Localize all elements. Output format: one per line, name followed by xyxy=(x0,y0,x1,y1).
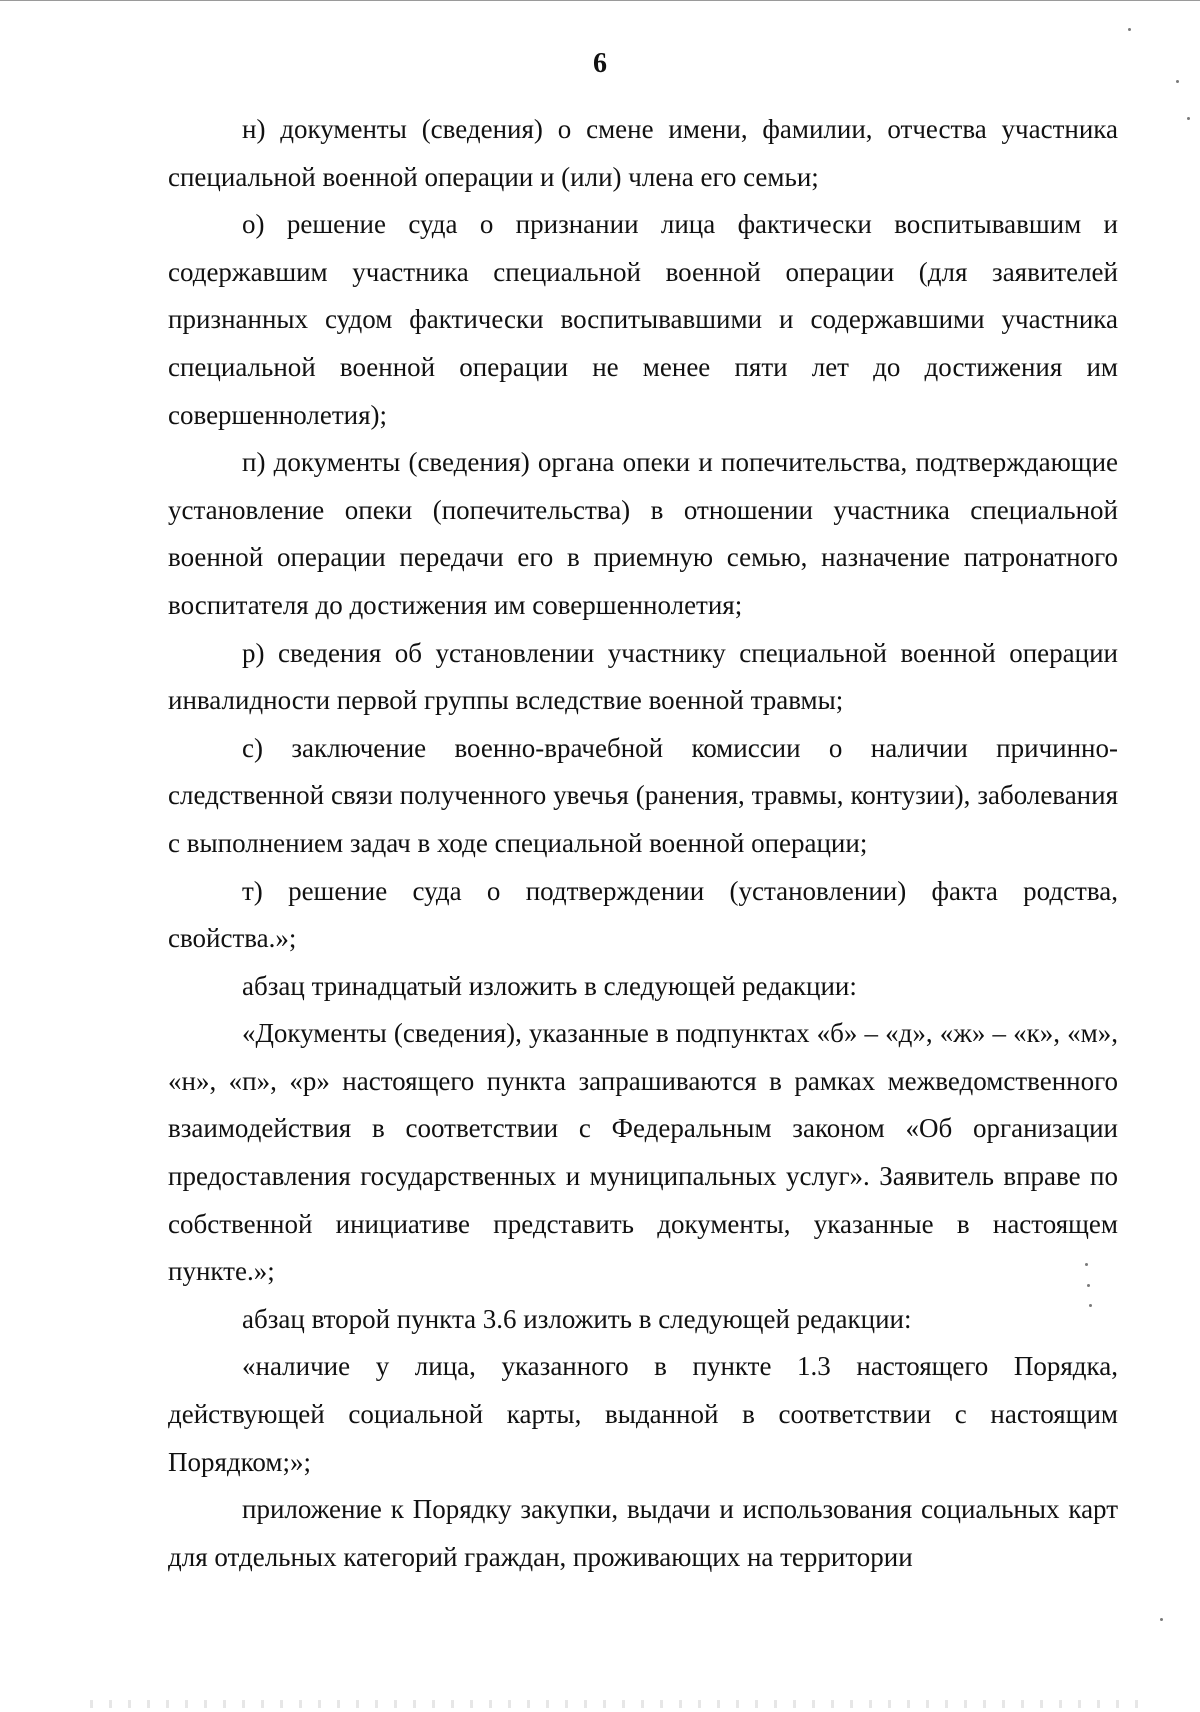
scan-speck xyxy=(1160,1618,1163,1621)
paragraph-amendment-13: абзац тринадцатый изложить в следующей редакции: xyxy=(242,970,857,1001)
bottom-scan-noise xyxy=(90,1700,1140,1708)
paragraph-item-s: с) заключение военно-врачебной комиссии о наличии причинно-следственной связи полученного увечья (ранения, травмы, контузии), заболевания с выполнением задач в ходе специальной военной операции; xyxy=(168,732,1118,858)
paragraph-item-t: т) решение суда о подтверждении (установлении) факта родства, свойства.»; xyxy=(168,875,1118,954)
top-scan-edge xyxy=(0,0,1200,1)
scan-speck xyxy=(1128,28,1131,31)
paragraph-appendix: приложение к Порядку закупки, выдачи и использования социальных карт для отдельных категорий граждан, проживающих на территории xyxy=(168,1494,1118,1572)
paragraph-item-n: н) документы (сведения) о смене имени, фамилии, отчества участника специальной военной операции и (или) члена его семьи; xyxy=(168,114,1118,192)
scan-speck xyxy=(1187,117,1190,120)
scan-speck xyxy=(1087,1284,1090,1287)
paragraph-documents-requested: «Документы (сведения), указанные в подпунктах «б» – «д», «ж» – «к», «м», «н», «п», «р» настоящего пункта запрашиваются в рамках межведомственного взаимодействия в соответствии с Федеральным законом «Об организации предоставления государственных и муниципальных услуг». Заявитель вправе по собственной инициативе представить документы, указанные в настоящем пункте.»; xyxy=(168,1018,1118,1287)
document-body xyxy=(168,106,1118,1581)
scan-speck xyxy=(1176,80,1179,83)
paragraph-amendment-3-6: абзац второй пункта 3.6 изложить в следующей редакции: xyxy=(242,1303,912,1334)
paragraph-item-p: п) документы (сведения) органа опеки и попечительства, подтверждающие установление опеки (попечительства) в отношении участника специальной военной операции передачи его в приемную семью, назначение патронатного воспитателя до достижения им совершеннолетия; xyxy=(168,447,1118,620)
scan-speck xyxy=(1089,1304,1092,1307)
paragraph-item-o: о) решение суда о признании лица фактически воспитывавшим и содержавшим участника специальной военной операции (для заявителей признанных судом фактически воспитывавшими и содержавшими участника специальной военной операции не менее пяти лет до достижения им совершеннолетия); xyxy=(168,209,1118,430)
scan-speck xyxy=(1085,1263,1088,1266)
paragraph-item-r: р) сведения об установлении участнику специальной военной операции инвалидности первой группы вследствие военной травмы; xyxy=(168,637,1118,716)
paragraph-social-card: «наличие у лица, указанного в пункте 1.3 настоящего Порядка, действующей социальной карты, выданной в соответствии с настоящим Порядком;»; xyxy=(168,1351,1118,1477)
page-number: 6 xyxy=(593,48,607,79)
